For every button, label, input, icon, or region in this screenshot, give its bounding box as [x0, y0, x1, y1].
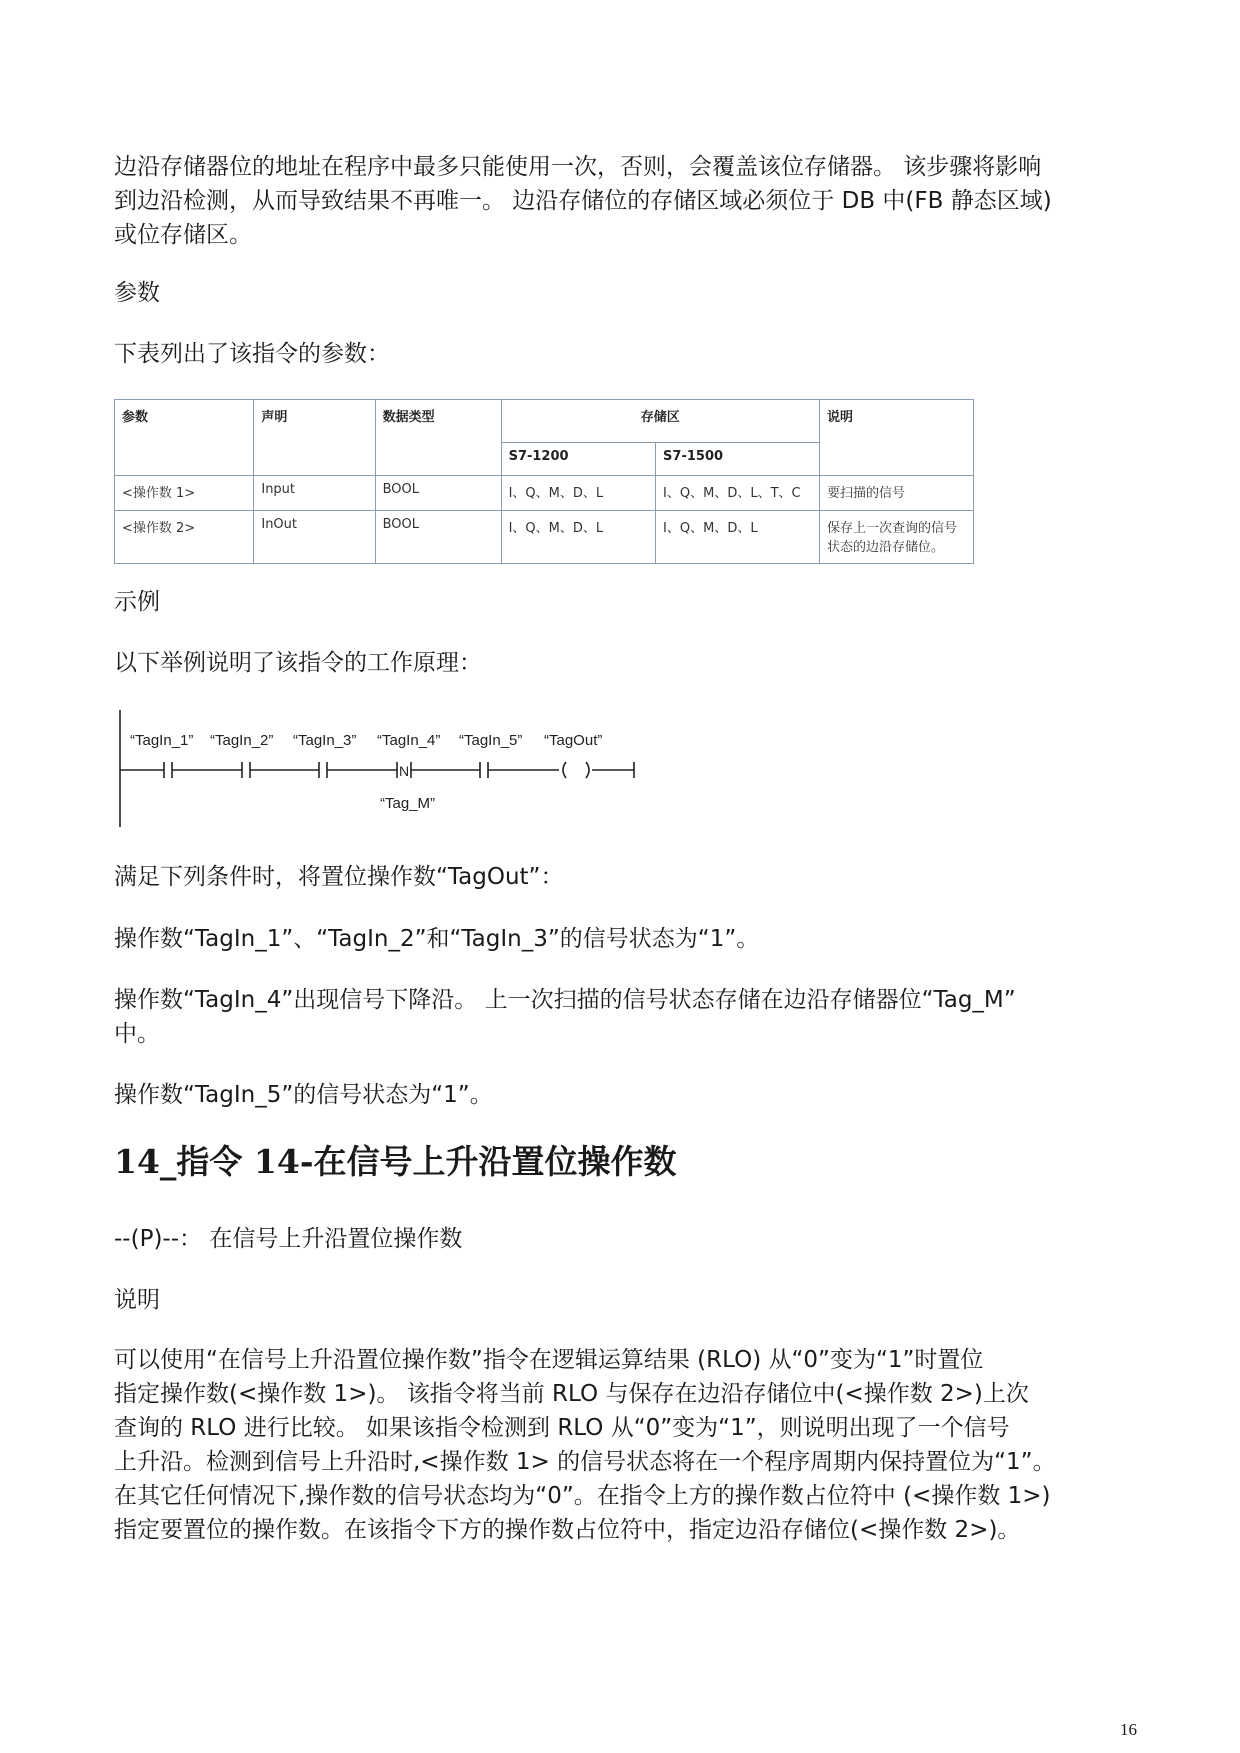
table-cell: 保存上一次查询的信号状态的边沿存储位。	[820, 511, 974, 564]
table-row	[115, 476, 974, 511]
table-cell: <操作数 2>	[115, 511, 254, 564]
table-header-s7-1500: S7-1500	[656, 443, 820, 476]
section-title: 14_指令 14-在信号上升沿置位操作数	[114, 1142, 677, 1181]
table-header-param: 参数	[115, 400, 254, 476]
table-cell: InOut	[254, 511, 375, 564]
table-intro: 下表列出了该指令的参数：	[114, 341, 390, 367]
tag-label: “TagIn_1”	[130, 732, 194, 749]
tag-label: “TagOut”	[544, 732, 603, 749]
ladder-diagram	[114, 705, 674, 835]
table-cell: BOOL	[375, 511, 501, 564]
tag-label: “TagIn_4”	[377, 732, 441, 749]
condition-2-cont: 中。	[114, 1021, 160, 1047]
tag-label: “TagIn_3”	[293, 732, 357, 749]
instruction-line: --(P)--： 在信号上升沿置位操作数	[114, 1226, 463, 1252]
page-number: 16	[1120, 1720, 1137, 1739]
description-heading: 说明	[114, 1287, 160, 1313]
table-cell: I、Q、M、D、L	[501, 511, 655, 564]
description-line: 指定操作数(<操作数 1>)。 该指令将当前 RLO 与保存在边沿存储位中(<操作数 2>)上次	[114, 1381, 1029, 1407]
description-line: 可以使用“在信号上升沿置位操作数”指令在逻辑运算结果 (RLO) 从“0”变为“1”时置位	[114, 1347, 984, 1373]
table-cell: 要扫描的信号	[820, 476, 974, 511]
table-header-desc: 说明	[820, 400, 974, 476]
description-line: 在其它任何情况下,操作数的信号状态均为“0”。在指令上方的操作数占位符中 (<操作数 1>)	[114, 1483, 1051, 1509]
conditions-intro: 满足下列条件时，将置位操作数“TagOut”：	[114, 864, 564, 890]
table-header-dtype: 数据类型	[375, 400, 501, 476]
paragraph-line: 或位存储区。	[114, 222, 252, 248]
description-line: 上升沿。检测到信号上升沿时,<操作数 1> 的信号状态将在一个程序周期内保持置位为“1”。	[114, 1449, 1056, 1475]
tag-label: “TagIn_5”	[459, 732, 523, 749]
table-cell: I、Q、M、D、L	[501, 476, 655, 511]
table-cell: <操作数 1>	[115, 476, 254, 511]
paragraph-line: 到边沿检测，从而导致结果不再唯一。 边沿存储位的存储区域必须位于 DB 中(FB 静态区域)	[114, 188, 1052, 214]
example-heading: 示例	[114, 589, 160, 615]
table-cell: Input	[254, 476, 375, 511]
table-cell: I、Q、M、D、L	[656, 511, 820, 564]
condition-2: 操作数“TagIn_4”出现信号下降沿。 上一次扫描的信号状态存储在边沿存储器位“Tag_M”	[114, 987, 1016, 1013]
description-line: 指定要置位的操作数。在该指令下方的操作数占位符中，指定边沿存储位(<操作数 2>)。	[114, 1517, 1021, 1543]
edge-marker: N	[399, 763, 410, 779]
table-header-area: 存储区	[501, 400, 819, 443]
description-line: 查询的 RLO 进行比较。 如果该指令检测到 RLO 从“0”变为“1”，则说明出现了一个信号	[114, 1415, 1010, 1441]
example-intro: 以下举例说明了该指令的工作原理：	[114, 650, 482, 676]
table-row	[115, 511, 974, 564]
table-cell: I、Q、M、D、L、T、C	[656, 476, 820, 511]
condition-1: 操作数“TagIn_1”、“TagIn_2”和“TagIn_3”的信号状态为“1”。	[114, 926, 760, 952]
memory-bit-label: “Tag_M”	[380, 795, 436, 812]
table-header-decl: 声明	[254, 400, 375, 476]
parameter-table	[114, 399, 974, 564]
params-heading: 参数	[114, 280, 160, 306]
paragraph-line: 边沿存储器位的地址在程序中最多只能使用一次，否则，会覆盖该位存储器。 该步骤将影响	[114, 154, 1042, 180]
table-cell: BOOL	[375, 476, 501, 511]
table-header-s7-1200: S7-1200	[501, 443, 655, 476]
tag-label: “TagIn_2”	[210, 732, 274, 749]
condition-3: 操作数“TagIn_5”的信号状态为“1”。	[114, 1082, 493, 1108]
